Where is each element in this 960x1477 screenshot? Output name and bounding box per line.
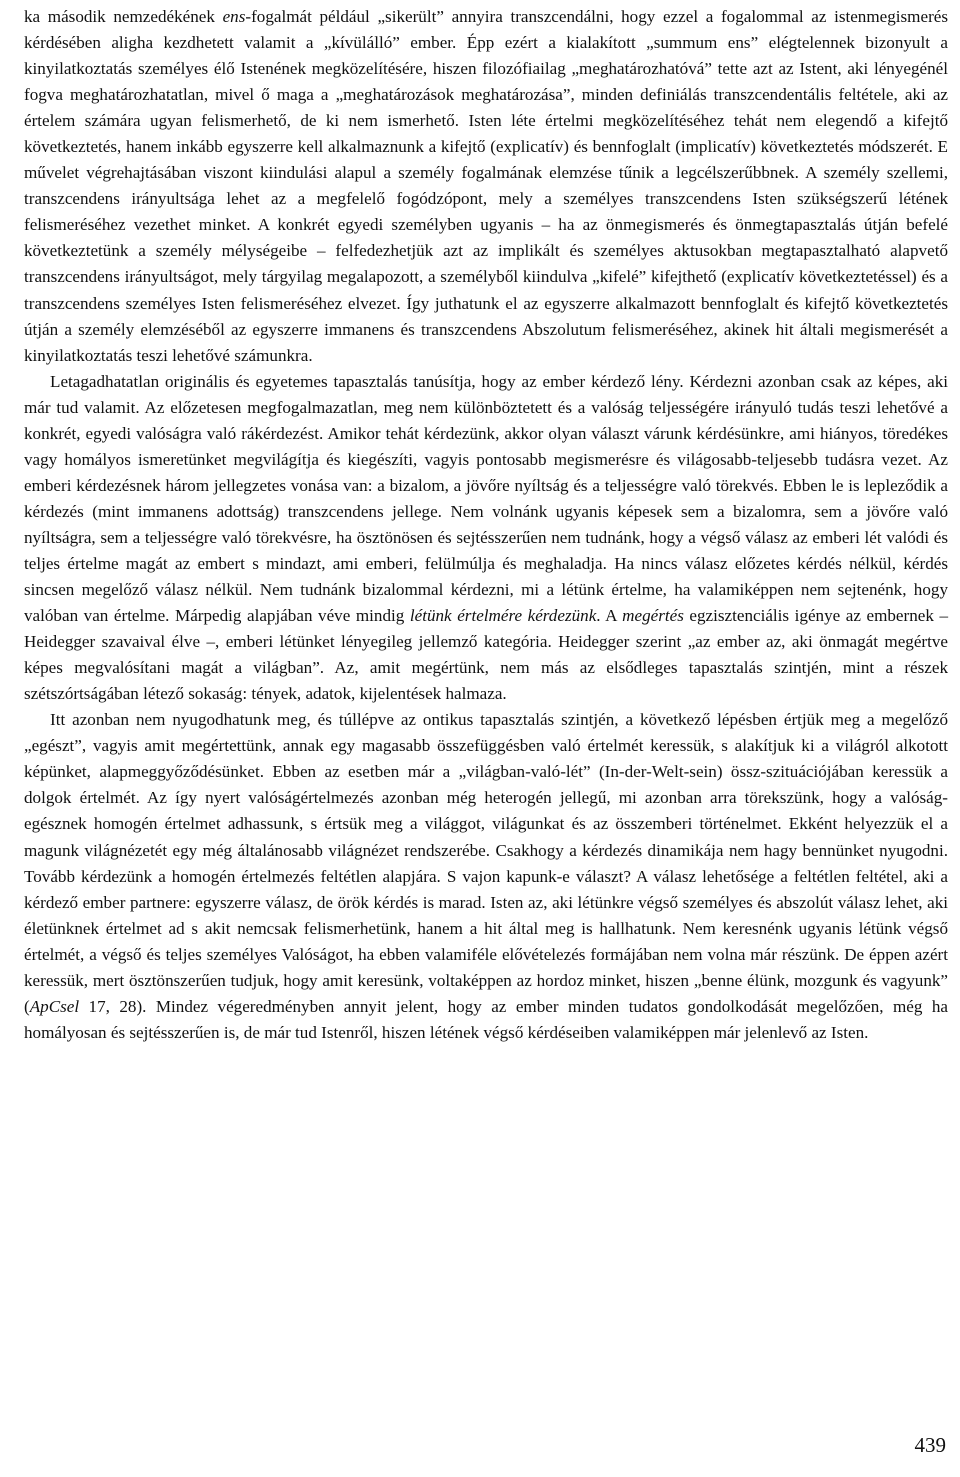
paragraph-3 [24, 707, 948, 1046]
text-segment: 17, 28). Mindez végeredményben annyit jelent, hogy az ember minden tudatos gondolkodását megelőzően, még ha homályosan és sejtésszerűen is, de már tud Istenről, hiszen létének végső kérdéseiben valamiképpen már jelenlevő az Isten. [24, 996, 948, 1042]
italic-text: ApCsel [29, 996, 80, 1016]
text-segment: ka második nemzedékének [24, 7, 223, 26]
text-segment: egzisztenciális igénye az embernek – Heidegger szavaival élve –, emberi létünket lényegileg jellemző kategória. Heidegger szerint „az ember az, aki önmagát megértve képes megvalósítani magát a világban”. Az, amit megértünk, nem más az elsődleges tapasztalás szintjén, mint a részek szétszórtságában létező sokaság: tények, adatok, kijelentések halmaza. [24, 606, 948, 704]
paragraph-1 [24, 4, 948, 369]
text-segment: Itt azonban nem nyugodhatunk meg, és túllépve az ontikus tapasztalás szintjén, a következő lépésben értjük meg a megelőző „egészt”, vagyis amit megértettünk, annak egy magasabb összefüggésben való értelmét keressük, s alakítjuk ki a világról alkotott képünket, alapmeggyőződésünket. Ebben az esetben már a „világban-való-lét” (In-der-Welt-sein) össz-szituációjában keressük a dolgok értelmét. Az így nyert valóságértelmezés azonban még heterogén jellegű, mi azonban arra törekszünk, hogy a valóság-egésznek homogén értelmet adhassunk, s értsük meg a világgot, világunkat és az összemberi történelmet. Ekként helyezzük el a magunk világnézetét egy még általánosabb világnézet rendszerébe. Csakhogy a kérdezés dinamikája nem hagy bennünket nyugodni. Tovább kérdezünk a homogén értelmezés feltétlen alapjára. S vajon kapunk-e választ? A válasz lehetősége a feltétlen feltétel, aki a kérdező ember partnere: egyszerre válasz, de örök kérdés is marad. Isten az, aki létünkre végső személyes és abszolút válasz lehet, aki életünknek értelmet ad s akit nemcsak felismerhetünk, hanem a hit által meg is hallhatunk. Nem keresnénk ugyanis létünk végső értelmét, a végső és teljes személyes Valóságot, ha ebben valamiféle elővételezés formájában nem volna már részünk. De éppen azért keressük, mert ösztönszerűen tudjuk, hogy amit keresünk, voltaképpen az hordoz minket, hiszen „benne élünk, mozgunk és vagyunk” ( [24, 710, 948, 1016]
page-number: 439 [914, 1433, 946, 1457]
text-segment: -fogalmát például „sikerült” annyira transzcendálni, hogy ezzel a fogalommal az istenmegismerés kérdésében aligha kezdhetett valamit a „kívülálló” ember. Épp ezért a kialakított „summum ens” elégtelennek bizonyult a kinyilatkoztatás személyes élő Istenének megközelítésére, hiszen filozófiailag „meghatározhatóvá” tette azt az Istent, aki lényegénél fogva meghatározhatatlan, mivel ő maga a „meghatározások meghatározása”, minden definiálás transzcendentális feltétele, aki az értelem számára ugyan felismerhető, de ki nem ismerhető. Isten léte értelmi megközelítéséhez tehát nem elegendő a kifejtő következtetés, hanem inkább egyszerre kell alkalmaznunk a kifejtő (explicatív) és bennfoglalt (implicatív) következtetés módszerét. E művelet végrehajtásában viszont kiindulási alapul a személy fogalmának elemzése tűnik a legcélszerűbbnek. A személy szellemi, transzcendens irányultsága lehet az a megfelelő fogódzópont, mely a személyes transzcendens Isten szükségszerű létének felismeréséhez vezethet minket. A konkrét egyedi személyben ugyanis – ha az önmegismerés és önmegtapasztalás útján befelé következtetünk a személy mélységeibe – felfedezhetjük azt az implikált és személyes aktusokban megtapasztalható alapvető transzcendens irányultságot, mely tárgyilag megalapozott, a személyből kiindulva „kifelé” kifejthető (explicatív következtetéssel) és a transzcendens személyes Isten felismeréséhez elvezet. Így juthatunk el az egyszerre alkalmazott bennfoglalt és kifejtő következtetés útján a személy elemzéséből az egyszerre immanens és transzcendens Abszolutum felismeréséhez, akinek hit általi megismerését a kinyilatkoztatás teszi lehetővé számunkra. [24, 7, 948, 365]
page-body [24, 4, 948, 1046]
italic-text: létünk értelmére kérdezünk [409, 606, 597, 626]
text-segment: . A [596, 606, 623, 626]
italic-text: megértés [622, 606, 684, 626]
text-segment: Letagadhatatlan originális és egyetemes tapasztalás tanúsítja, hogy az ember kérdező lény. Kérdezni azonban csak az képes, aki már tud valamit. Az előzetesen megfogalmazatlan, meg nem különböztetett és a valóság teljességére irányuló tudás teszi lehetővé a konkrét, egyedi valóságra való rákérdezést. Amikor tehát kérdezünk, akkor olyan választ várunk kérdésünkre, ami hiányos, töredékes vagy homályos ismeretünket megvilágítja és kiegészíti, vagyis pontosabb megismerésre és világosabb-teljesebb tudásra vezet. Az emberi kérdezésnek három jellegzetes vonása van: a bizalom, a jövőre nyíltság és a teljességre való törekvés. Ebben le is lepleződik a kérdezés (mint immanens adottság) transzcendens jellege. Nem volnánk ugyanis képesek sem a bizalomra, sem a jövőre való nyíltságra, sem a teljességre való törekvésre, ha ösztönösen és sejtésszerűen nem tudnánk, hogy a végső válasz az emberi lét valódi és teljes értelme magát az embert s mindazt, ami emberi, felülmúlja és meghaladja. Ha nincs válasz előzetes kérdés nélkül, kérdés sincsen megelőző válasz nélkül. Nem tudnánk bizalommal kérdezni, mi a létünk értelme, ha valamiképpen nem sejtenénk, hogy valóban van értelme. Márpedig alapjában véve mindig [24, 371, 948, 626]
italic-text: ens [222, 7, 246, 26]
paragraph-2 [24, 369, 948, 708]
